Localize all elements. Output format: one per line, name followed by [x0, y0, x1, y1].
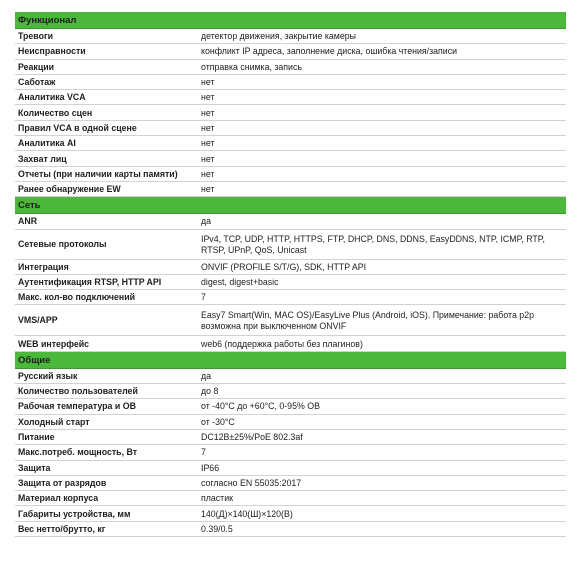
table-row [15, 44, 566, 59]
table-row [15, 275, 566, 290]
row-value: до 8 [201, 386, 219, 397]
row-value: от -40°С до +60°С, 0-95% ОВ [201, 401, 320, 412]
table-row [15, 445, 566, 460]
section-header-network: Сеть [15, 197, 566, 214]
row-label: Интеграция [18, 261, 69, 272]
row-value: нет [201, 168, 215, 179]
row-value: 7 [201, 292, 206, 303]
row-label: Вес нетто/брутто, кг [18, 523, 106, 534]
row-label: Отчеты (при наличии карты памяти) [18, 168, 178, 179]
row-value: пластик [201, 493, 233, 504]
row-label: Макс.потреб. мощность, Вт [18, 447, 137, 458]
table-row [15, 121, 566, 136]
table-row [15, 491, 566, 506]
table-row [15, 75, 566, 90]
row-value: нет [201, 92, 215, 103]
table-row [15, 105, 566, 120]
row-value: digest, digest+basic [201, 277, 279, 287]
row-label: Защита [18, 462, 51, 473]
row-value: IPv4, TCP, UDP, HTTP, HTTPS, FTP, DHCP, DNS, DDNS, EasyDDNS, NTP, ICMP, RTP, RTSP, UPnP, QoS, Unicast [201, 233, 545, 255]
table-row [15, 260, 566, 275]
row-label: Саботаж [18, 77, 56, 88]
row-value: нет [201, 184, 215, 195]
row-value: 7 [201, 447, 206, 458]
table-row [15, 461, 566, 476]
table-row [15, 182, 566, 197]
row-label: Аутентификация RTSP, HTTP API [18, 277, 162, 287]
table-row [15, 60, 566, 75]
table-row [15, 399, 566, 414]
table-row [15, 476, 566, 491]
row-label: Ранее обнаружение EW [18, 184, 121, 195]
row-label: Защита от разрядов [18, 477, 107, 488]
row-label: Захват лиц [18, 153, 67, 164]
table-row [15, 214, 566, 229]
row-value: 0.39/0.5 [201, 523, 233, 534]
row-label: Тревоги [18, 31, 54, 42]
row-label: WEB интерфейс [18, 338, 90, 349]
table-row [15, 415, 566, 430]
table-row [15, 384, 566, 399]
row-label: Правил VCA в одной сцене [18, 122, 137, 133]
row-value: нет [201, 153, 215, 164]
spec-table [15, 12, 566, 537]
row-label: Габариты устройства, мм [18, 508, 131, 519]
row-value: согласно EN 55035:2017 [201, 477, 302, 488]
row-value: Easy7 Smart(Win, MAC OS)/EasyLive Plus (Android, iOS). Примечание: работа p2p возможна при выключенном ONVIF [201, 309, 534, 331]
section-header-general: Общие [15, 352, 566, 369]
table-row [15, 336, 566, 351]
row-label: VMS/APP [18, 315, 58, 326]
table-row [15, 151, 566, 166]
row-value: IP66 [201, 462, 220, 473]
table-row [15, 369, 566, 384]
row-value: да [201, 216, 212, 227]
table-row [15, 430, 566, 445]
row-value: нет [201, 138, 215, 149]
row-value: DC12В±25%/PoE 802.3af [201, 432, 303, 443]
table-row [15, 167, 566, 182]
row-value: отправка снимка, запись [201, 61, 302, 72]
row-value: нет [201, 122, 215, 133]
row-label: Русский язык [18, 370, 78, 381]
row-value: 140(Д)×140(Ш)×120(В) [201, 508, 293, 519]
row-value: ONVIF (PROFILE S/T/G), SDK, HTTP API [201, 261, 367, 272]
section-header-functional: Функционал [15, 12, 566, 29]
row-label: Количество пользователей [18, 386, 138, 397]
row-label: Неисправности [18, 46, 86, 57]
table-row [15, 90, 566, 105]
row-value: от -30°С [201, 416, 235, 427]
row-label: Макс. кол-во подключений [18, 292, 136, 303]
row-value: нет [201, 107, 215, 118]
row-label: ANR [18, 216, 38, 227]
row-label: Аналитика VCA [18, 92, 86, 103]
row-label: Сетевые протоколы [18, 239, 107, 250]
table-row [15, 506, 566, 521]
row-label: Аналитика AI [18, 138, 76, 149]
row-label: Рабочая температура и ОВ [18, 401, 136, 412]
table-row [15, 29, 566, 44]
table-row [15, 305, 566, 336]
row-value: нет [201, 77, 215, 88]
row-label: Материал корпуса [18, 493, 99, 504]
row-value: детектор движения, закрытие камеры [201, 31, 356, 42]
row-label: Холодный старт [18, 416, 90, 427]
row-label: Количество сцен [18, 107, 93, 118]
table-row [15, 290, 566, 305]
table-row [15, 136, 566, 151]
table-row [15, 522, 566, 537]
row-value: да [201, 370, 212, 381]
row-value: конфликт IP адреса, заполнение диска, ошибка чтения/записи [201, 46, 458, 57]
row-label: Реакции [18, 61, 55, 72]
row-label: Питание [18, 432, 55, 443]
table-row [15, 230, 566, 260]
row-value: web6 (поддержка работы без плагинов) [201, 338, 363, 349]
